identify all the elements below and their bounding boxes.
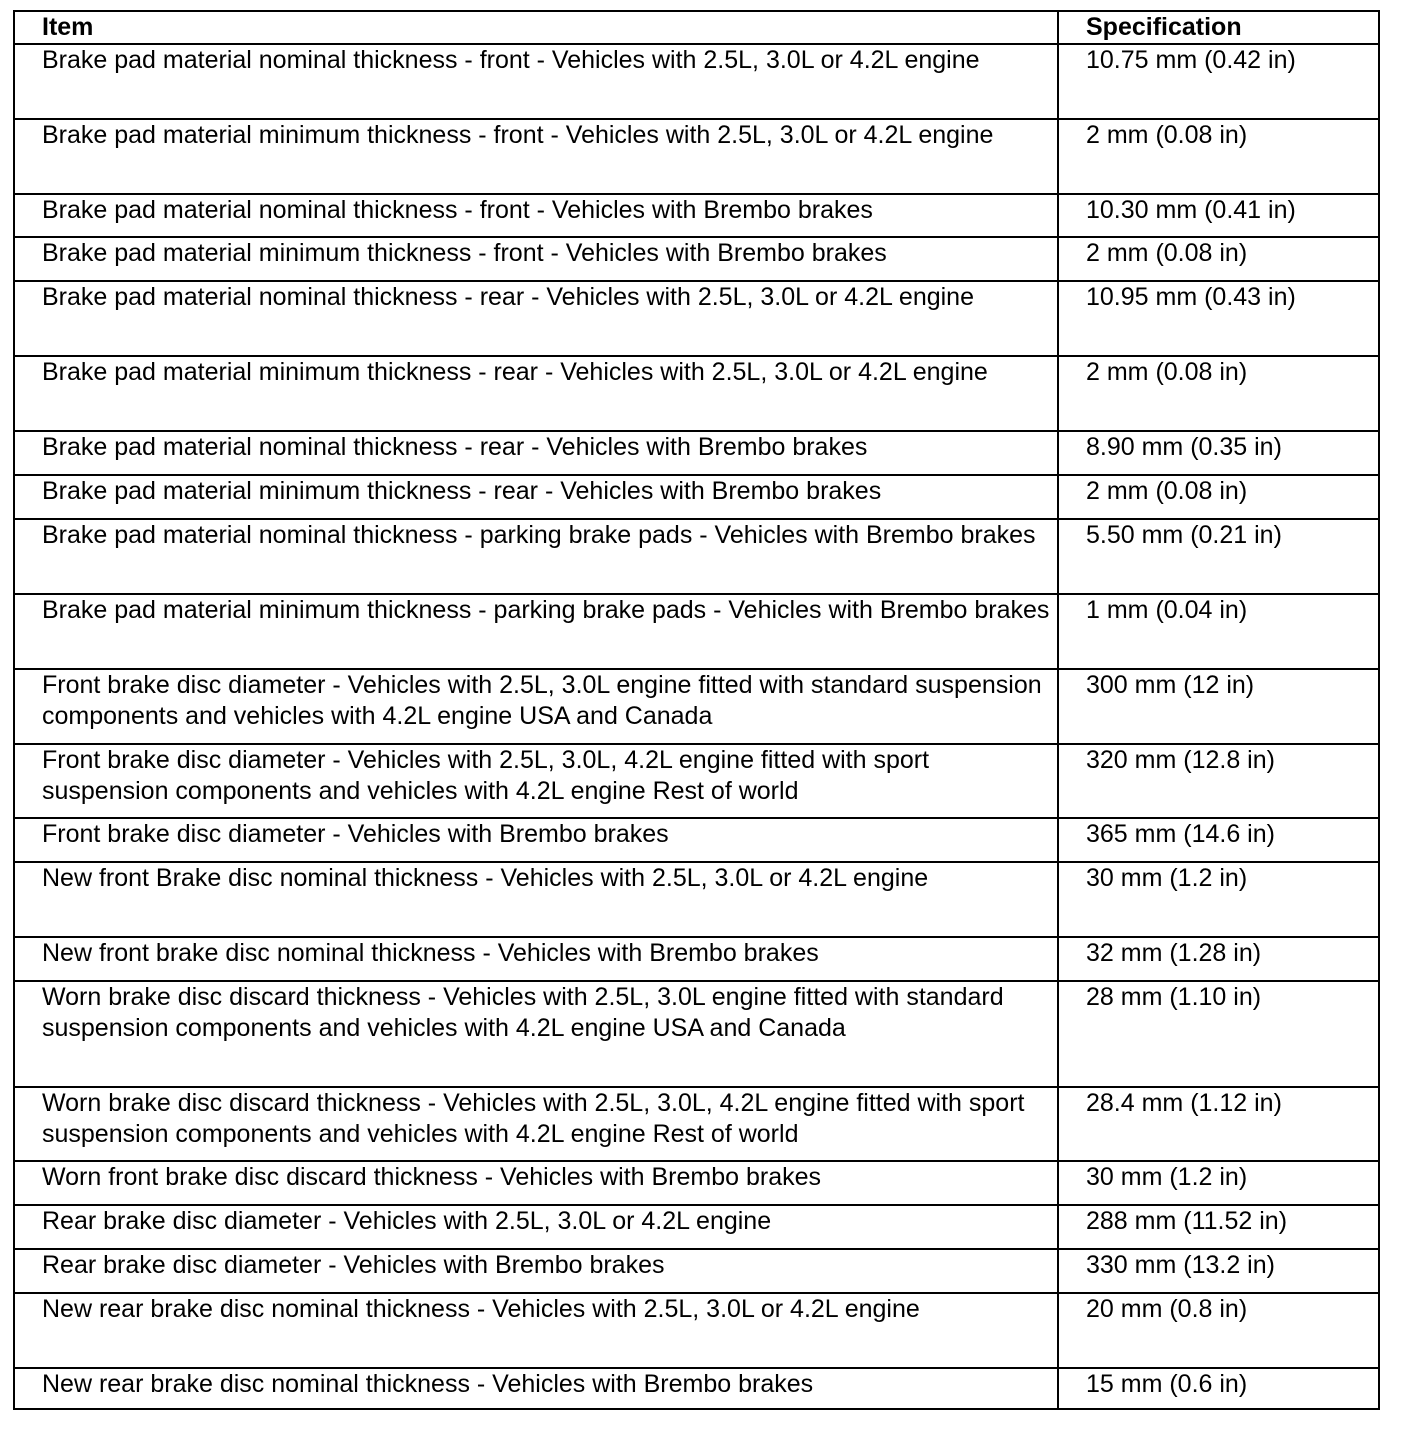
spec-cell: 28.4 mm (1.12 in) bbox=[1058, 1087, 1379, 1161]
item-cell: Worn front brake disc discard thickness - Vehicles with Brembo brakes bbox=[14, 1161, 1058, 1205]
table-header-row bbox=[14, 11, 1379, 44]
table-row bbox=[14, 981, 1379, 1087]
table-row bbox=[14, 519, 1379, 594]
spec-cell: 30 mm (1.2 in) bbox=[1058, 862, 1379, 937]
table-row bbox=[14, 237, 1379, 281]
item-cell: Front brake disc diameter - Vehicles with Brembo brakes bbox=[14, 818, 1058, 862]
table-row bbox=[14, 1205, 1379, 1249]
item-cell: Front brake disc diameter - Vehicles with 2.5L, 3.0L, 4.2L engine fitted with sport suspension components and vehicles with 4.2L engine Rest of world bbox=[14, 744, 1058, 818]
table-row bbox=[14, 862, 1379, 937]
item-cell: Brake pad material nominal thickness - rear - Vehicles with Brembo brakes bbox=[14, 431, 1058, 475]
spec-cell: 30 mm (1.2 in) bbox=[1058, 1161, 1379, 1205]
table-row bbox=[14, 937, 1379, 981]
table-row bbox=[14, 744, 1379, 818]
spec-cell: 2 mm (0.08 in) bbox=[1058, 119, 1379, 194]
spec-cell: 1 mm (0.04 in) bbox=[1058, 594, 1379, 669]
spec-cell: 20 mm (0.8 in) bbox=[1058, 1293, 1379, 1368]
item-cell: Brake pad material nominal thickness - front - Vehicles with 2.5L, 3.0L or 4.2L engine bbox=[14, 44, 1058, 119]
spec-cell: 2 mm (0.08 in) bbox=[1058, 356, 1379, 431]
table-row bbox=[14, 818, 1379, 862]
item-cell: New front brake disc nominal thickness - Vehicles with Brembo brakes bbox=[14, 937, 1058, 981]
item-cell: Worn brake disc discard thickness - Vehicles with 2.5L, 3.0L, 4.2L engine fitted with sport suspension components and vehicles with 4.2L engine Rest of world bbox=[14, 1087, 1058, 1161]
spec-cell: 8.90 mm (0.35 in) bbox=[1058, 431, 1379, 475]
table-row bbox=[14, 119, 1379, 194]
item-cell: Brake pad material minimum thickness - parking brake pads - Vehicles with Brembo brakes bbox=[14, 594, 1058, 669]
table-row bbox=[14, 281, 1379, 356]
spec-cell: 320 mm (12.8 in) bbox=[1058, 744, 1379, 818]
item-cell: Brake pad material nominal thickness - rear - Vehicles with 2.5L, 3.0L or 4.2L engine bbox=[14, 281, 1058, 356]
item-cell: New rear brake disc nominal thickness - Vehicles with 2.5L, 3.0L or 4.2L engine bbox=[14, 1293, 1058, 1368]
column-header-specification: Specification bbox=[1058, 11, 1379, 44]
spec-cell: 365 mm (14.6 in) bbox=[1058, 818, 1379, 862]
table-row bbox=[14, 475, 1379, 519]
spec-cell: 10.95 mm (0.43 in) bbox=[1058, 281, 1379, 356]
spec-cell: 2 mm (0.08 in) bbox=[1058, 237, 1379, 281]
table-row bbox=[14, 1368, 1379, 1409]
item-cell: Rear brake disc diameter - Vehicles with Brembo brakes bbox=[14, 1249, 1058, 1293]
column-header-item: Item bbox=[14, 11, 1058, 44]
item-cell: Brake pad material minimum thickness - front - Vehicles with Brembo brakes bbox=[14, 237, 1058, 281]
table-row bbox=[14, 431, 1379, 475]
item-cell: Rear brake disc diameter - Vehicles with 2.5L, 3.0L or 4.2L engine bbox=[14, 1205, 1058, 1249]
specification-table bbox=[13, 10, 1380, 1410]
spec-cell: 10.30 mm (0.41 in) bbox=[1058, 194, 1379, 237]
item-cell: Brake pad material nominal thickness - front - Vehicles with Brembo brakes bbox=[14, 194, 1058, 237]
spec-cell: 330 mm (13.2 in) bbox=[1058, 1249, 1379, 1293]
spec-cell: 28 mm (1.10 in) bbox=[1058, 981, 1379, 1087]
table-row bbox=[14, 594, 1379, 669]
table-row bbox=[14, 1087, 1379, 1161]
table-row bbox=[14, 1161, 1379, 1205]
spec-cell: 300 mm (12 in) bbox=[1058, 669, 1379, 744]
table-row bbox=[14, 1249, 1379, 1293]
spec-cell: 15 mm (0.6 in) bbox=[1058, 1368, 1379, 1409]
spec-cell: 10.75 mm (0.42 in) bbox=[1058, 44, 1379, 119]
item-cell: Brake pad material minimum thickness - front - Vehicles with 2.5L, 3.0L or 4.2L engine bbox=[14, 119, 1058, 194]
table-row bbox=[14, 194, 1379, 237]
spec-cell: 32 mm (1.28 in) bbox=[1058, 937, 1379, 981]
table-row bbox=[14, 1293, 1379, 1368]
item-cell: New front Brake disc nominal thickness - Vehicles with 2.5L, 3.0L or 4.2L engine bbox=[14, 862, 1058, 937]
item-cell: Brake pad material minimum thickness - rear - Vehicles with Brembo brakes bbox=[14, 475, 1058, 519]
spec-cell: 288 mm (11.52 in) bbox=[1058, 1205, 1379, 1249]
item-cell: Worn brake disc discard thickness - Vehicles with 2.5L, 3.0L engine fitted with standard suspension components and vehicles with 4.2L engine USA and Canada bbox=[14, 981, 1058, 1087]
item-cell: Front brake disc diameter - Vehicles with 2.5L, 3.0L engine fitted with standard suspension components and vehicles with 4.2L engine USA and Canada bbox=[14, 669, 1058, 744]
table-row bbox=[14, 44, 1379, 119]
item-cell: Brake pad material minimum thickness - rear - Vehicles with 2.5L, 3.0L or 4.2L engine bbox=[14, 356, 1058, 431]
spec-cell: 5.50 mm (0.21 in) bbox=[1058, 519, 1379, 594]
table-row bbox=[14, 669, 1379, 744]
spec-cell: 2 mm (0.08 in) bbox=[1058, 475, 1379, 519]
item-cell: Brake pad material nominal thickness - parking brake pads - Vehicles with Brembo brakes bbox=[14, 519, 1058, 594]
item-cell: New rear brake disc nominal thickness - Vehicles with Brembo brakes bbox=[14, 1368, 1058, 1409]
table-row bbox=[14, 356, 1379, 431]
